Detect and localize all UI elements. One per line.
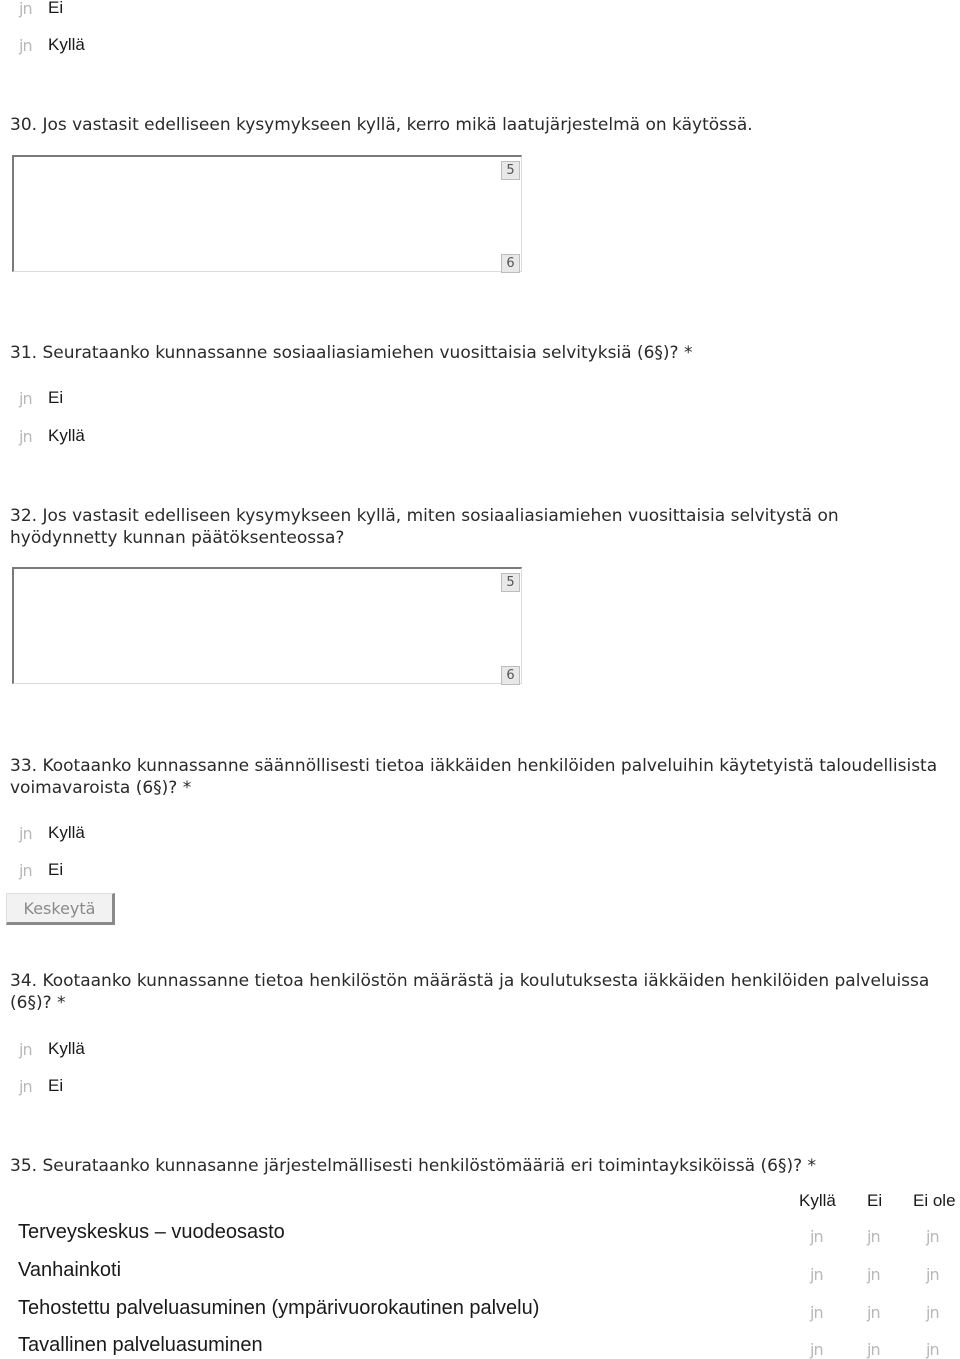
question-33-text: 33. Kootaanko kunnassanne säännöllisesti tietoa iäkkäiden henkilöiden palveluihin käytetyistä taloudellisista voimavaroista (6§)? *: [10, 756, 938, 798]
radio-button-icon[interactable]: jn: [19, 1076, 32, 1096]
option-label: Ei: [48, 0, 64, 17]
radio-button-icon[interactable]: jn: [19, 426, 32, 446]
radio-option[interactable]: [19, 33, 85, 57]
matrix-row-label: Vanhainkoti: [18, 1259, 122, 1281]
radio-button-icon[interactable]: jn: [19, 35, 32, 55]
option-label: Kyllä: [48, 1039, 85, 1058]
option-label: Kyllä: [48, 35, 85, 54]
radio-button-icon[interactable]: jn: [19, 0, 32, 18]
question-30-text: 30. Jos vastasit edelliseen kysymykseen kyllä, kerro mikä laatujärjestelmä on käytössä.: [10, 115, 753, 135]
matrix-column-header: Ei ole: [913, 1191, 956, 1210]
matrix-row-label: Tavallinen palveluasuminen: [18, 1334, 263, 1356]
matrix-row-label: Tehostettu palveluasuminen (ympärivuorokautinen palvelu): [18, 1297, 540, 1319]
radio-option[interactable]: [19, 0, 63, 20]
scroll-down-button[interactable]: 6: [501, 254, 520, 273]
radio-button-icon[interactable]: jn: [810, 1303, 823, 1322]
option-label: Ei: [48, 860, 64, 879]
radio-button-icon[interactable]: jn: [867, 1303, 880, 1322]
radio-button-icon[interactable]: jn: [926, 1340, 939, 1359]
radio-button-icon[interactable]: jn: [810, 1265, 823, 1284]
radio-button-icon[interactable]: jn: [867, 1227, 880, 1246]
option-label: Kyllä: [48, 823, 85, 842]
question-32-textarea[interactable]: [12, 567, 522, 684]
radio-button-icon[interactable]: jn: [19, 1039, 32, 1059]
scroll-down-button[interactable]: 6: [501, 666, 520, 685]
option-label: Kyllä: [48, 426, 85, 445]
radio-option[interactable]: [19, 1037, 85, 1061]
radio-option[interactable]: [19, 386, 63, 410]
radio-button-icon[interactable]: jn: [926, 1227, 939, 1246]
option-label: Ei: [48, 1076, 64, 1095]
radio-option[interactable]: [19, 1074, 63, 1098]
scroll-up-button[interactable]: 5: [501, 161, 520, 180]
radio-button-icon[interactable]: jn: [867, 1340, 880, 1359]
question-35-text: 35. Seurataanko kunnasanne järjestelmällisesti henkilöstömääriä eri toimintayksiköissä (6§)? *: [10, 1156, 817, 1176]
radio-button-icon[interactable]: jn: [19, 388, 32, 408]
matrix-column-header: Ei: [867, 1191, 883, 1210]
matrix-column-header: Kyllä: [799, 1191, 836, 1210]
question-34-text: 34. Kootaanko kunnassanne tietoa henkilöstön määrästä ja koulutuksesta iäkkäiden henkilöiden palveluissa (6§)? *: [10, 971, 930, 1013]
scroll-up-button[interactable]: 5: [501, 573, 520, 592]
radio-button-icon[interactable]: jn: [810, 1227, 823, 1246]
radio-option[interactable]: [19, 821, 85, 845]
radio-button-icon[interactable]: jn: [867, 1265, 880, 1284]
radio-button-icon[interactable]: jn: [810, 1340, 823, 1359]
option-label: Ei: [48, 388, 64, 407]
question-31-text: 31. Seurataanko kunnassanne sosiaaliasiamiehen vuosittaisia selvityksiä (6§)? *: [10, 343, 693, 363]
radio-option[interactable]: [19, 424, 85, 448]
question-32-text: 32. Jos vastasit edelliseen kysymykseen kyllä, miten sosiaaliasiamiehen vuosittaisia selvitystä on hyödynnetty kunnan päätöksenteossa?: [10, 506, 839, 548]
radio-button-icon[interactable]: jn: [926, 1265, 939, 1284]
radio-button-icon[interactable]: jn: [19, 860, 32, 880]
matrix-row-label: Terveyskeskus – vuodeosasto: [18, 1221, 285, 1243]
radio-button-icon[interactable]: jn: [926, 1303, 939, 1322]
cancel-button[interactable]: Keskeytä: [6, 893, 115, 925]
question-30-textarea[interactable]: [12, 155, 522, 272]
radio-button-icon[interactable]: jn: [19, 823, 32, 843]
radio-option[interactable]: [19, 858, 63, 882]
